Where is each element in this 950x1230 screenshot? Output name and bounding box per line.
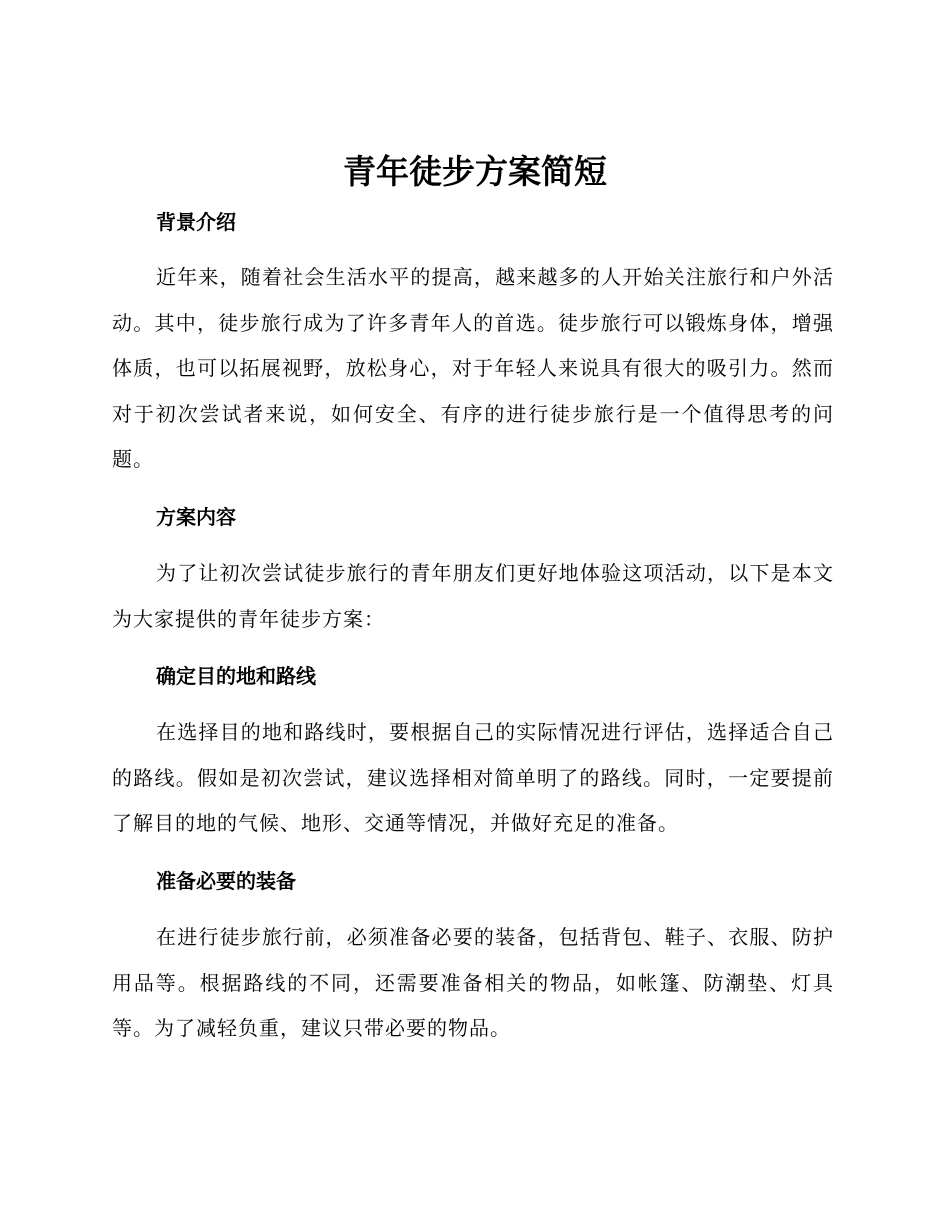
section-paragraph-destination-route: 在选择目的地和路线时，要根据自己的实际情况进行评估，选择适合自己的路线。假如是初次尝试，建议选择相对简单明了的路线。同时，一定要提前了解目的地的气候、地形、交通等情况，并做好充足的准备。 <box>112 720 834 835</box>
section-paragraph-plan-content: 为了让初次尝试徒步旅行的青年朋友们更好地体验这项活动，以下是本文为大家提供的青年徒步方案： <box>112 561 834 631</box>
section-heading-background: 背景介绍 <box>156 210 236 234</box>
document-title: 青年徒步方案简短 <box>343 152 607 191</box>
section-heading-plan-content: 方案内容 <box>156 505 236 529</box>
section-heading-destination-route: 确定目的地和路线 <box>156 664 316 688</box>
section-heading-equipment: 准备必要的装备 <box>156 869 296 893</box>
section-paragraph-equipment: 在进行徒步旅行前，必须准备必要的装备，包括背包、鞋子、衣服、防护用品等。根据路线的不同，还需要准备相关的物品，如帐篷、防潮垫、灯具等。为了减轻负重，建议只带必要的物品。 <box>112 925 834 1040</box>
section-paragraph-background: 近年来，随着社会生活水平的提高，越来越多的人开始关注旅行和户外活动。其中，徒步旅行成为了许多青年人的首选。徒步旅行可以锻炼身体，增强体质，也可以拓展视野，放松身心，对于年轻人来说具有很大的吸引力。然而对于初次尝试者来说，如何安全、有序的进行徒步旅行是一个值得思考的问题。 <box>112 265 834 471</box>
